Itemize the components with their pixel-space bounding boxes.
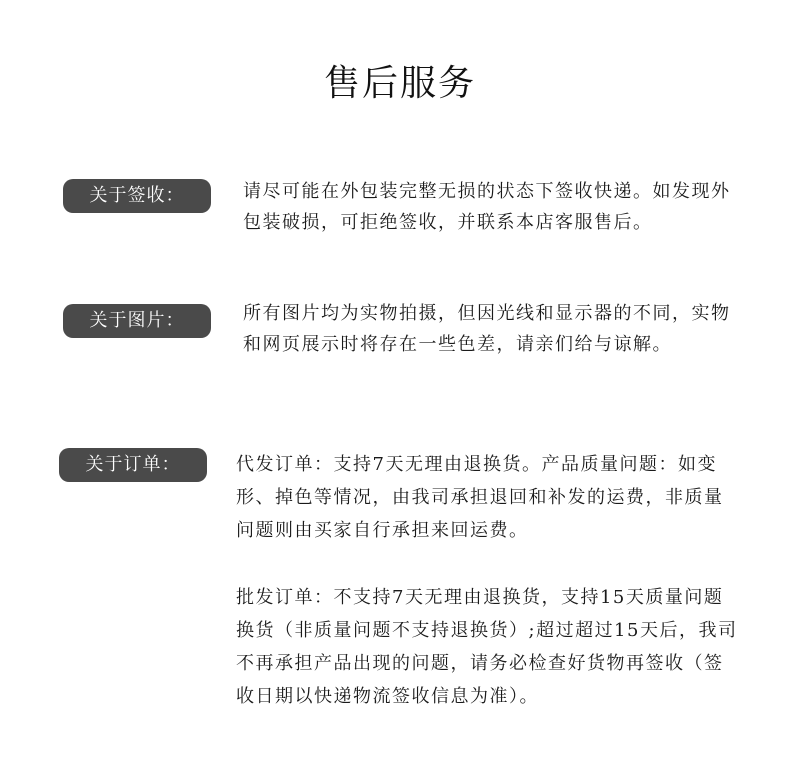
page-title: 售后服务 xyxy=(323,63,476,104)
section-text-signing xyxy=(243,176,743,238)
images-paragraph: 所有图片均为实物拍摄，但因光线和显示器的不同，实物和网页展示时将存在一些色差，请亲们给与谅解。 xyxy=(243,303,731,355)
section-label-signing: 关于签收： xyxy=(63,179,211,213)
orders-dropship-paragraph: 代发订单：支持7天无理由退换货。产品质量问题：如变形、掉色等情况，由我司承担退回和补发的运费，非质量问题则由买家自行承担来回运费。 xyxy=(236,454,724,541)
orders-wholesale-paragraph: 批发订单：不支持7天无理由退换货，支持15天质量问题换货（非质量问题不支持退换货）;超过超过15天后，我司不再承担产品出现的问题，请务必检查好货物再签收（签收日期以快递物流签收信息为准）。 xyxy=(236,587,738,707)
section-label-images: 关于图片： xyxy=(63,304,211,338)
section-text-images xyxy=(243,298,743,360)
section-label-orders: 关于订单： xyxy=(59,448,207,482)
section-text-orders xyxy=(236,448,742,713)
signing-paragraph: 请尽可能在外包装完整无损的状态下签收快递。如发现外包装破损，可拒绝签收，并联系本店客服售后。 xyxy=(243,181,731,233)
